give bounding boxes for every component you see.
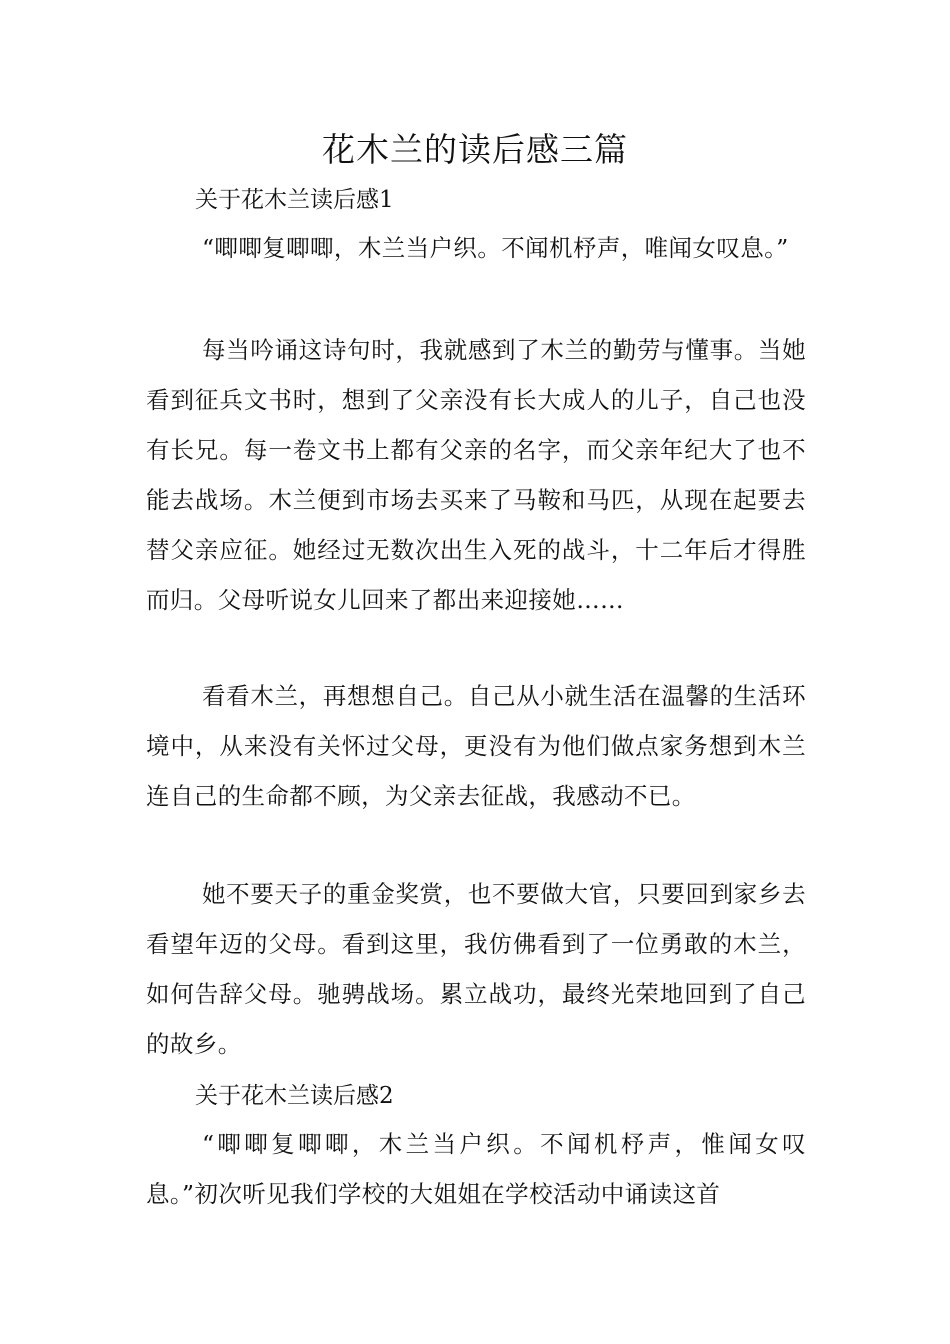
- paragraph-quote-2: “唧唧复唧唧，木兰当户织。不闻机杼声，惟闻女叹息。”初次听见我们学校的大姐姐在学校活动中诵读这首: [146, 1130, 806, 1208]
- document-title: 花木兰的读后感三篇: [322, 130, 628, 169]
- section-heading-1: 关于花木兰读后感1: [195, 187, 394, 213]
- paragraph-reflection: 看看木兰，再想想自己。自己从小就生活在温馨的生活环境中，从来没有关怀过父母，更没有为他们做点家务想到木兰连自己的生命都不顾，为父亲去征战，我感动不已。: [146, 682, 806, 810]
- paragraph-quote-1: “唧唧复唧唧，木兰当户织。不闻机杼声，唯闻女叹息。”: [202, 234, 789, 262]
- section-heading-2: 关于花木兰读后感2: [195, 1083, 394, 1109]
- paragraph-return-home: 她不要天子的重金奖赏，也不要做大官，只要回到家乡去看望年迈的父母。看到这里，我仿佛看到了一位勇敢的木兰，如何告辞父母。驰骋战场。累立战功，最终光荣地回到了自己的故乡。: [146, 880, 806, 1058]
- paragraph-story: 每当吟诵这诗句时，我就感到了木兰的勤劳与懂事。当她看到征兵文书时，想到了父亲没有长大成人的儿子，自己也没有长兄。每一卷文书上都有父亲的名字，而父亲年纪大了也不能去战场。木兰便到市场去买来了马鞍和马匹，从现在起要去替父亲应征。她经过无数次出生入死的战斗，十二年后才得胜而归。父母听说女儿回来了都出来迎接她……: [146, 336, 806, 614]
